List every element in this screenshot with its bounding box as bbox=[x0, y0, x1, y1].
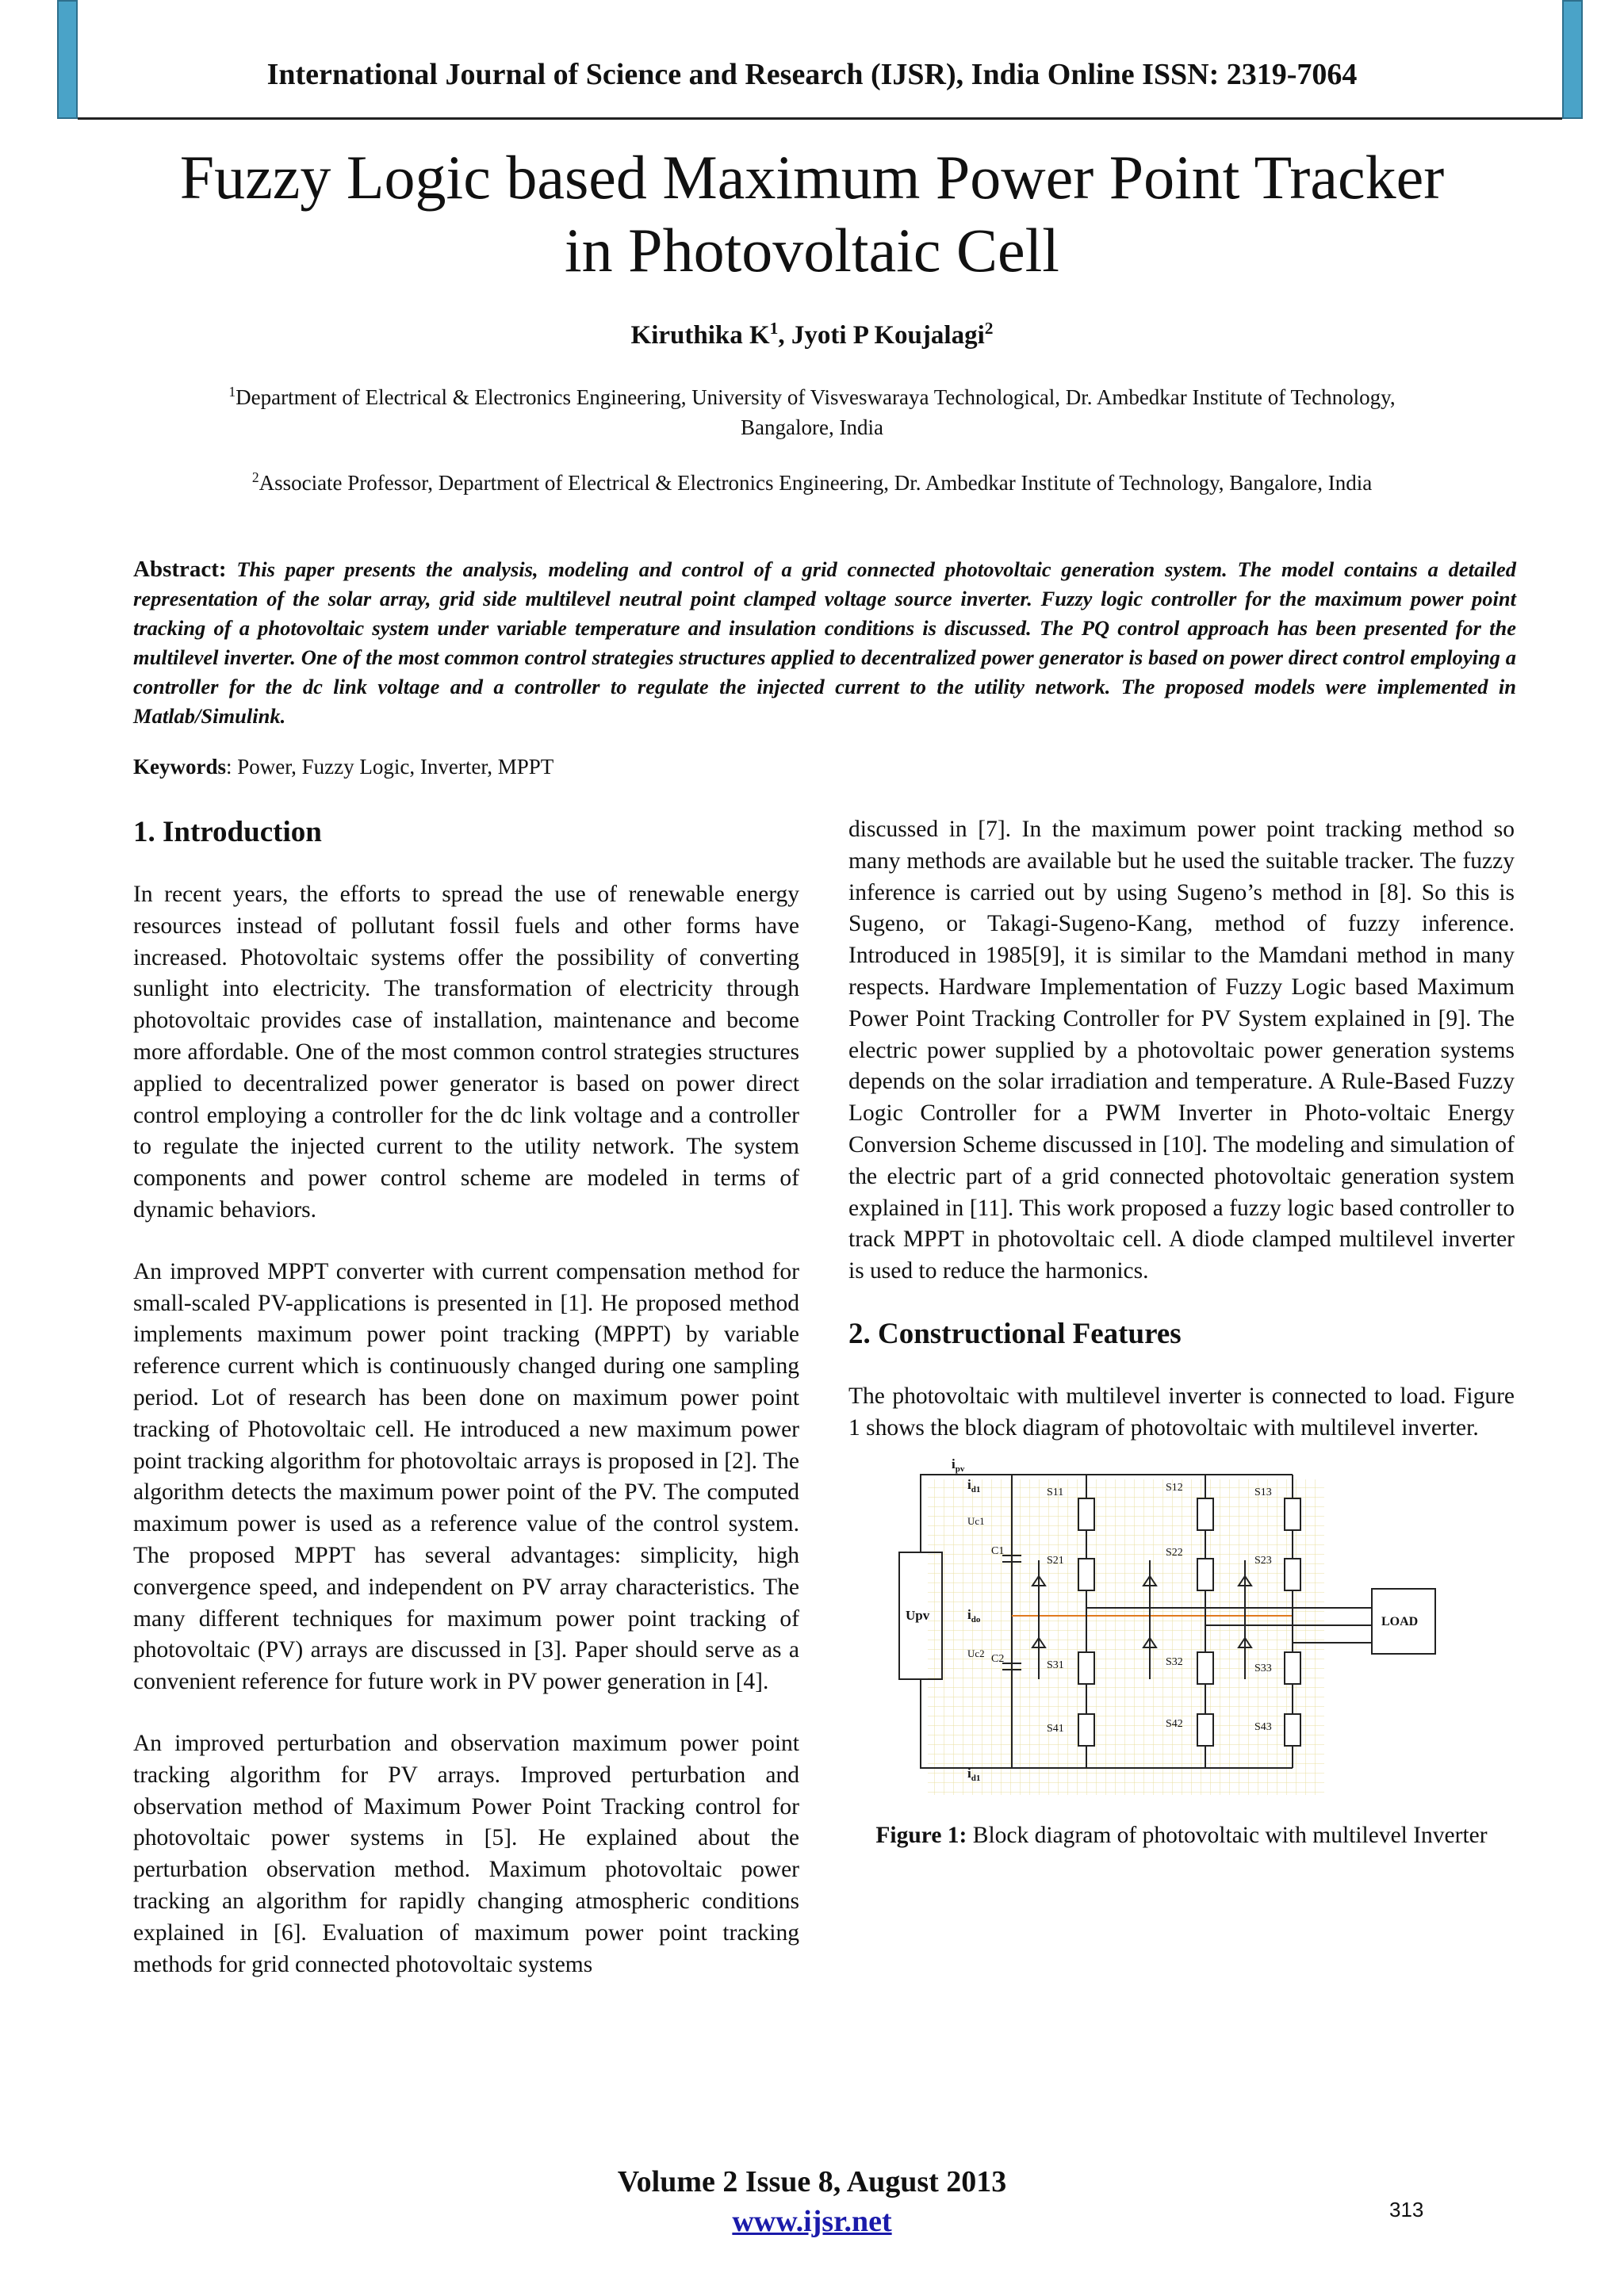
label-s43: S43 bbox=[1254, 1720, 1272, 1733]
author-1-sup: 1 bbox=[769, 319, 779, 338]
figure-1-caption-text: Block diagram of photovoltaic with multilevel Inverter bbox=[967, 1822, 1488, 1848]
intro-paragraph-1: In recent years, the efforts to spread the use of renewable energy resources instead of pollutant fossil fuels and other forms have increased. Photovoltaic systems offer the possibility of converting sunlight into electricity. The transformation of electricity through photovoltaic provides case of installation, maintenance and become more affordable. One of the most common control strategies structures applied to decentralized power generator is based on power direct control employing a controller for the dc link voltage and a controller to regulate the injected current to the utility network. The system components and power control scheme are modeled in terms of dynamic behaviors. bbox=[133, 882, 799, 1223]
label-upv: Upv bbox=[906, 1607, 930, 1623]
label-s41: S41 bbox=[1047, 1722, 1064, 1735]
intro-paragraph-2: An improved MPPT converter with current compensation method for small-scaled PV-applications is presented in [1]. He proposed method implements maximum power point tracking (MPPT) by variable reference current which is continuously changed during one sampling period. Lot of research has been done on maximum power point tracking of Photovoltaic cell. He introduced a new maximum power point tracking algorithm for photovoltaic arrays is proposed in [2]. The algorithm detects the maximum power point of the PV. The computed maximum power is used as a reference value of the control system. The proposed MPPT has several advantages: simplicity, high convergence speed, and independent on PV array characteristics. The many different techniques for maximum power point tracking of photovoltaic (PV) arrays are discussed in [3]. Paper should serve as a convenient reference for future work in PV power generation in [4]. bbox=[133, 1258, 799, 1695]
author-2-sup: 2 bbox=[984, 319, 994, 338]
label-load: LOAD bbox=[1381, 1614, 1419, 1628]
label-s23: S23 bbox=[1254, 1554, 1272, 1567]
right-column bbox=[848, 814, 1515, 1851]
paper-title bbox=[0, 141, 1624, 287]
label-ipv-sub: pv bbox=[955, 1464, 965, 1474]
author-list bbox=[0, 321, 1624, 350]
affiliation-2-sup: 2 bbox=[251, 469, 259, 485]
label-id1-top: i bbox=[967, 1476, 971, 1492]
left-column bbox=[133, 813, 799, 2011]
label-s21: S21 bbox=[1047, 1554, 1064, 1567]
label-s12: S12 bbox=[1166, 1481, 1183, 1494]
keywords bbox=[133, 755, 1516, 779]
affiliation-1-line-2: Bangalore, India bbox=[741, 415, 883, 439]
affiliation-2-line-1: Associate Professor, Department of Electrical & Electronics Engineering, Dr. Ambedkar Institute of Technology, Bangalore, India bbox=[259, 471, 1373, 495]
abstract-text: This paper presents the analysis, modeling and control of a grid connected photovoltaic generation system. The model contains a detailed representation of the solar array, grid side multilevel neutral point clamped voltage source inverter. Fuzzy logic controller for the maximum power point tracking of a photovoltaic system under variable temperature and insulation conditions is discussed. The PQ control approach has been presented for the multilevel inverter. One of the most common control strategies structures applied to decentralized power generator is based on power direct control employing a controller for the dc link voltage and a controller to regulate the injected current to the utility network. The proposed models were implemented in Matlab/Simulink. bbox=[133, 557, 1517, 728]
switch-s33 bbox=[1285, 1652, 1300, 1684]
author-2: Jyoti P Koujalagi bbox=[791, 321, 985, 350]
affiliation-1-line-1: Department of Electrical & Electronics Engineering, University of Visveswaraya Technological, Dr. Ambedkar Institute of Technology, bbox=[236, 385, 1396, 409]
figure-grid-background bbox=[928, 1476, 1324, 1795]
figure-1-caption bbox=[848, 1820, 1515, 1851]
footer-url-link[interactable]: www.ijsr.net bbox=[732, 2205, 892, 2238]
label-ido-sub: do bbox=[971, 1614, 981, 1624]
keywords-text: : Power, Fuzzy Logic, Inverter, MPPT bbox=[226, 755, 554, 779]
author-sep: , bbox=[778, 321, 791, 350]
switch-s32 bbox=[1197, 1652, 1213, 1684]
switch-s12 bbox=[1197, 1498, 1213, 1530]
label-ipv: i bbox=[952, 1456, 956, 1471]
switch-s22 bbox=[1197, 1559, 1213, 1590]
switch-s21 bbox=[1078, 1559, 1094, 1590]
label-s31: S31 bbox=[1047, 1659, 1064, 1671]
affiliation-1 bbox=[119, 382, 1505, 442]
journal-header: International Journal of Science and Research (IJSR), India Online ISSN: 2319-7064 bbox=[266, 58, 1358, 91]
switch-s23 bbox=[1285, 1559, 1300, 1590]
label-s32: S32 bbox=[1166, 1655, 1183, 1668]
label-uc1: Uc1 bbox=[967, 1514, 985, 1527]
title-line-1: Fuzzy Logic based Maximum Power Point Tracker bbox=[179, 143, 1445, 212]
keywords-label: Keywords bbox=[133, 755, 226, 779]
figure-1 bbox=[848, 1449, 1515, 1798]
label-id1-bottom: i bbox=[967, 1765, 971, 1781]
author-1: Kiruthika K bbox=[630, 321, 770, 350]
footer-volume: Volume 2 Issue 8, August 2013 bbox=[617, 2165, 1007, 2198]
figure-1-caption-label: Figure 1: bbox=[875, 1822, 967, 1848]
figure-1-diagram bbox=[848, 1449, 1515, 1798]
intro-paragraph-3: An improved perturbation and observation maximum power point tracking algorithm for PV arrays. Improved perturbation and observation method of Maximum Power Point Tracking control for photovoltaic power systems in [5]. He explained about the perturbation observation method. Maximum photovoltaic power tracking an algorithm for rapidly changing atmospheric conditions explained in [6]. Evaluation of maximum power point tracking methods for grid connected photovoltaic systems bbox=[133, 1730, 799, 1977]
section-heading-constructional-features: 2. Constructional Features bbox=[848, 1317, 1182, 1350]
switch-s42 bbox=[1197, 1714, 1213, 1746]
label-c2: C2 bbox=[991, 1652, 1005, 1665]
constructional-paragraph-1: The photovoltaic with multilevel inverter is connected to load. Figure 1 shows the block diagram of photovoltaic with multilevel inverter. bbox=[848, 1383, 1515, 1441]
label-s33: S33 bbox=[1254, 1662, 1272, 1674]
switch-s43 bbox=[1285, 1714, 1300, 1746]
label-uc2: Uc2 bbox=[967, 1647, 985, 1659]
page-number: 313 bbox=[1389, 2198, 1424, 2221]
label-ido: i bbox=[967, 1606, 971, 1622]
svg-text:ipv bbox=[952, 1456, 965, 1474]
label-s22: S22 bbox=[1166, 1546, 1183, 1559]
label-s11: S11 bbox=[1047, 1486, 1064, 1498]
label-s42: S42 bbox=[1166, 1717, 1183, 1730]
label-id1-bottom-sub: d1 bbox=[971, 1773, 981, 1783]
intro-paragraph-4: discussed in [7]. In the maximum power point tracking method so many methods are available but he used the suitable tracker. The fuzzy inference is carried out by using Sugeno’s method in [8]. So this is Sugeno, or Takagi-Sugeno-Kang, method of fuzzy inference. Introduced in 1985[9], it is similar to the Mamdani method in many respects. Hardware Implementation of Fuzzy Logic based Maximum Power Point Tracking Controller for PV System explained in [9]. The electric power supplied by a photovoltaic power generation systems depends on the solar irradiation and temperature. A Rule-Based Fuzzy Logic Controller for a PWM Inverter in Photo-voltaic Energy Conversion Scheme discussed in [10]. The modeling and simulation of the electric part of a grid connected photovoltaic generation system explained in [11]. This work proposed a fuzzy logic based controller to track MPPT in photovoltaic cell. A diode clamped multilevel inverter is used to reduce the harmonics. bbox=[848, 817, 1515, 1284]
title-line-2: in Photovoltaic Cell bbox=[565, 216, 1059, 285]
switch-s13 bbox=[1285, 1498, 1300, 1530]
switch-s11 bbox=[1078, 1498, 1094, 1530]
affiliation-2 bbox=[119, 468, 1505, 498]
abstract bbox=[133, 555, 1516, 731]
affiliation-1-sup: 1 bbox=[228, 384, 236, 400]
abstract-label: Abstract: bbox=[133, 557, 227, 582]
header-rule bbox=[78, 117, 1562, 120]
label-c1: C1 bbox=[991, 1544, 1005, 1557]
label-s13: S13 bbox=[1254, 1486, 1272, 1498]
switch-s31 bbox=[1078, 1652, 1094, 1684]
switch-s41 bbox=[1078, 1714, 1094, 1746]
label-id1-top-sub: d1 bbox=[971, 1484, 981, 1494]
section-heading-introduction: 1. Introduction bbox=[133, 816, 322, 848]
